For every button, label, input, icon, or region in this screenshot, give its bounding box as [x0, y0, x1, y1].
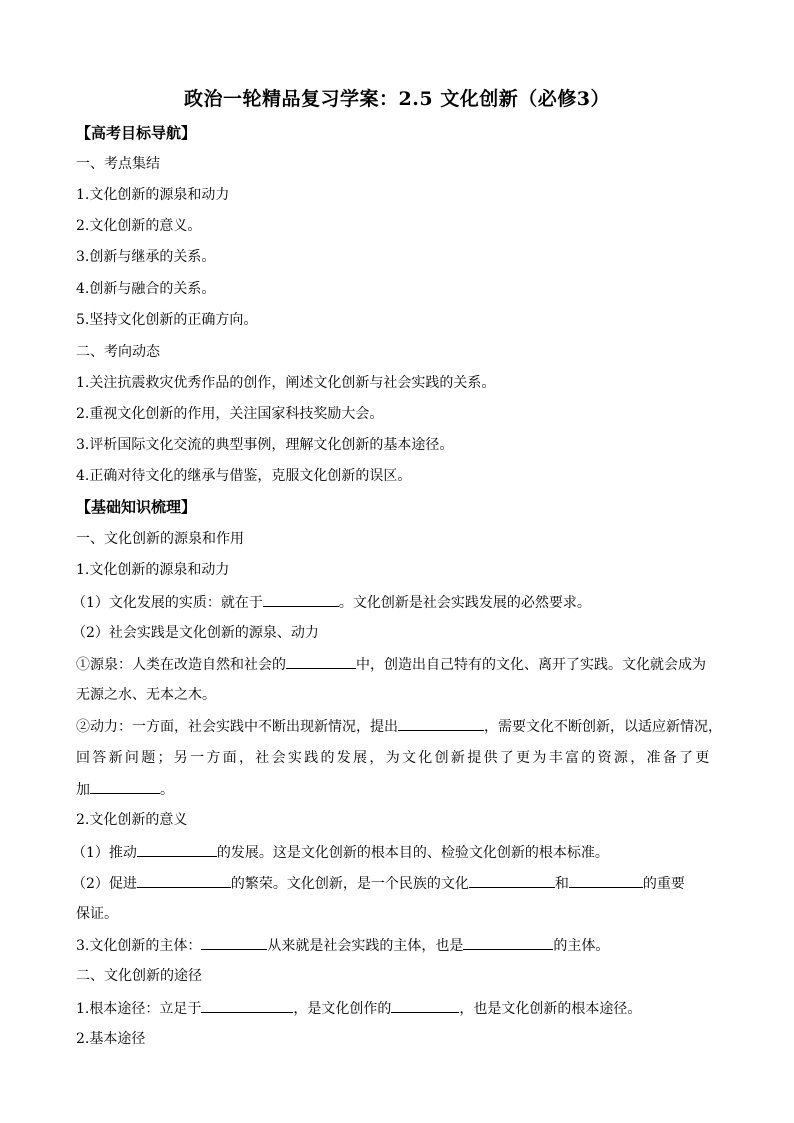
section-heading-target: 【高考目标导航】	[76, 124, 197, 142]
basic-part1-heading: 一、文化创新的源泉和作用	[76, 531, 244, 547]
answer-blank[interactable]	[391, 998, 459, 1013]
list-item: 2.文化创新的意义。	[76, 218, 202, 234]
answer-blank[interactable]	[398, 716, 484, 731]
section-heading-basic: 【基础知识梳理】	[76, 498, 197, 516]
list-item: 1.文化创新的源泉和动力	[76, 187, 230, 203]
basic-sub-heading: 2.基本途径	[76, 1031, 146, 1047]
list-item: 3.评析国际文化交流的典型事例，理解文化创新的基本途径。	[76, 437, 454, 453]
fill-in-line: 3.文化创新的主体： 从来就是社会实践的主体，也是 的主体。	[76, 935, 721, 956]
answer-blank[interactable]	[463, 935, 553, 950]
basic-sub-heading: 1.文化创新的源泉和动力	[76, 562, 230, 578]
answer-blank[interactable]	[469, 873, 555, 888]
text-line: 无源之水、无本之木。	[76, 687, 216, 703]
basic-sub-heading: 2.文化创新的意义	[76, 812, 188, 828]
answer-blank[interactable]	[569, 873, 643, 888]
fill-in-line: ①源泉：人类在改造自然和社会的 中，创造出自己特有的文化、离开了实践。文化就会成为	[76, 654, 721, 675]
list-item: 5.坚持文化创新的正确方向。	[76, 312, 258, 328]
list-item: 4.创新与融合的关系。	[76, 281, 216, 297]
list-item: 4.正确对待文化的继承与借鉴，克服文化创新的误区。	[76, 468, 412, 484]
text-line: （2）社会实践是文化创新的源泉、动力	[72, 625, 319, 641]
answer-blank[interactable]	[286, 654, 356, 669]
fill-in-line: （1）推动 的发展。这是文化创新的根本目的、检验文化创新的根本标准。	[72, 842, 717, 863]
basic-part2-heading: 二、文化创新的途径	[76, 968, 202, 984]
target-part1-heading: 一、考点集结	[76, 156, 160, 172]
list-item: 2.重视文化创新的作用，关注国家科技奖励大会。	[76, 406, 384, 422]
answer-blank[interactable]	[137, 873, 231, 888]
text-line: 回答新问题；另一方面，社会实践的发展，为文化创新提供了更为丰富的资源，准备了更	[76, 750, 712, 766]
fill-in-line: （1）文化发展的实质：就在于 。文化创新是社会实践发展的必然要求。	[72, 592, 717, 613]
fill-in-line: 加 。	[76, 779, 721, 800]
fill-in-line: （2）促进 的繁荣。文化创新，是一个民族的文化 和 的重要	[72, 873, 717, 894]
answer-blank[interactable]	[137, 842, 217, 857]
text-line: 保证。	[76, 906, 118, 922]
answer-blank[interactable]	[201, 998, 293, 1013]
list-item: 3.创新与继承的关系。	[76, 249, 216, 265]
answer-blank[interactable]	[201, 935, 267, 950]
list-item: 1.关注抗震救灾优秀作品的创作，阐述文化创新与社会实践的关系。	[76, 375, 496, 391]
page-title: 政治一轮精品复习学案：2.5 文化创新（必修3）	[184, 88, 610, 110]
fill-in-line: ②动力：一方面，社会实践中不断出现新情况，提出 ，需要文化不断创新，以适应新情况，	[76, 716, 721, 737]
fill-in-line: 1.根本途径：立足于 ，是文化创作的 ，也是文化创新的根本途径。	[76, 998, 721, 1019]
target-part2-heading: 二、考向动态	[76, 344, 160, 360]
answer-blank[interactable]	[263, 592, 339, 607]
answer-blank[interactable]	[90, 779, 160, 794]
